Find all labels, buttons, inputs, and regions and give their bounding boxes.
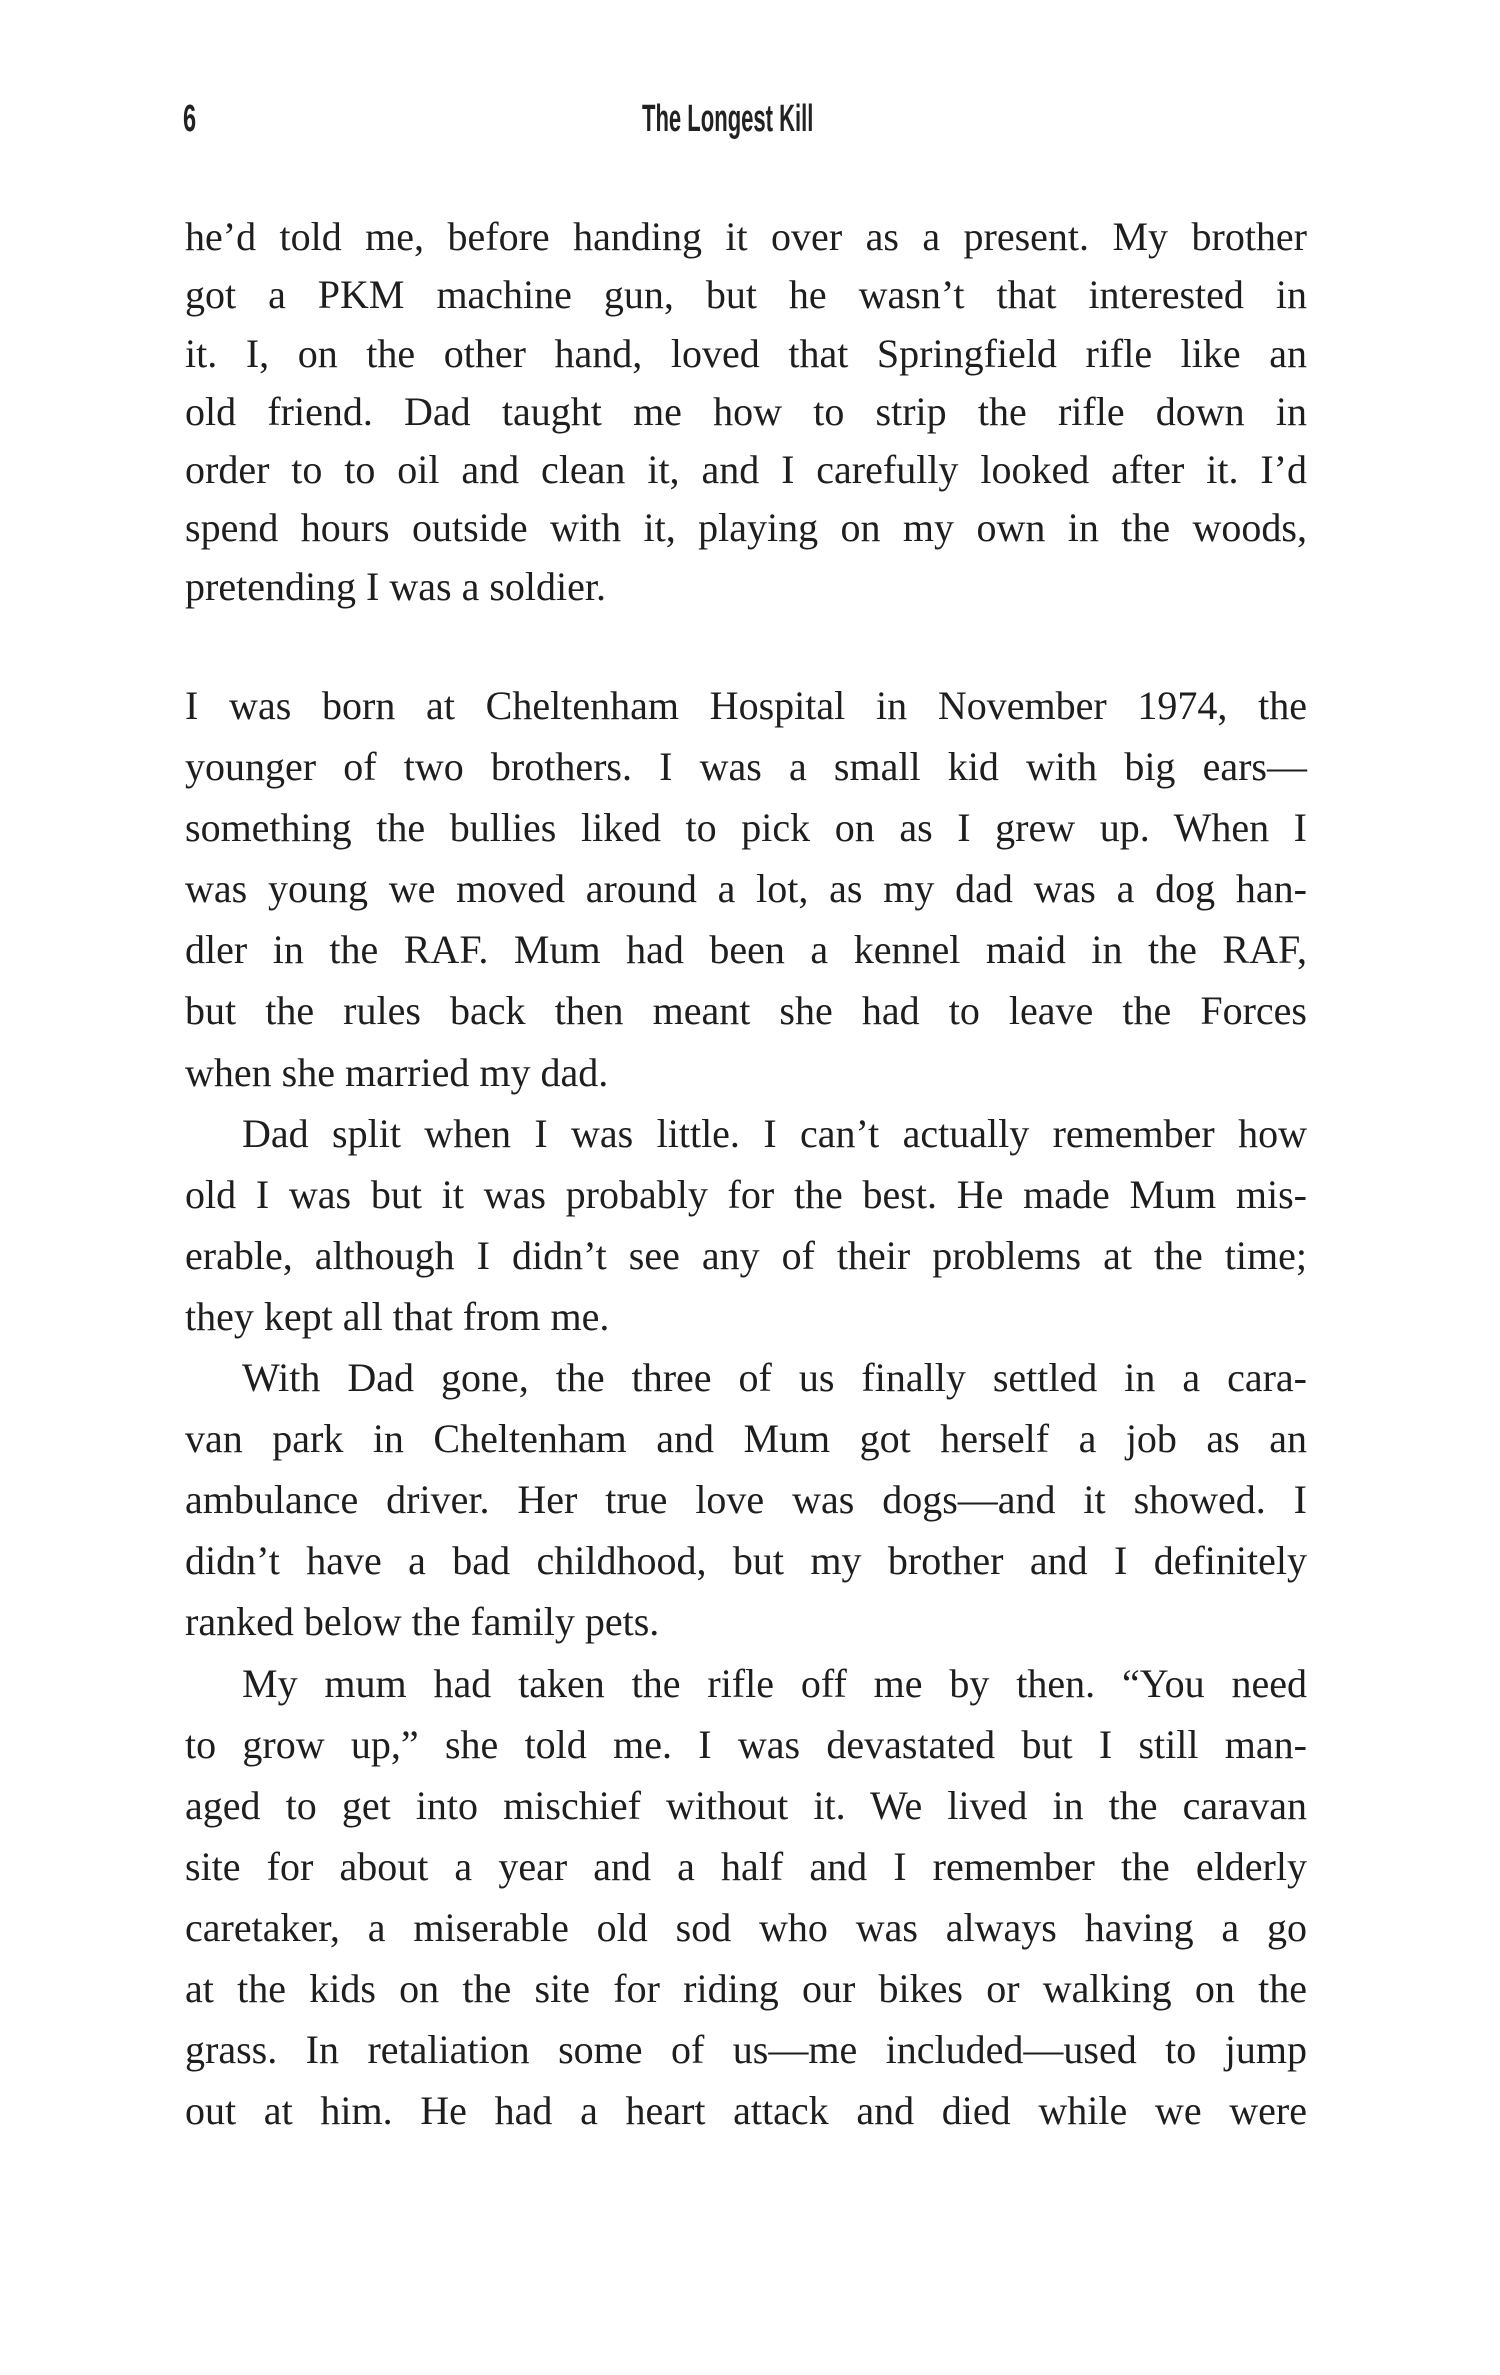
text-line: at the kids on the site for riding our bikes or walking on the <box>185 1965 1307 2011</box>
text-line: order to to oil and clean it, and I carefully looked after it. I’d <box>185 447 1307 493</box>
text-line: to grow up,” she told me. I was devastated but I still man- <box>185 1721 1307 1767</box>
text-line: grass. In retaliation some of us—me included—used to jump <box>185 2027 1307 2073</box>
text-line: they kept all that from me. <box>185 1293 610 1339</box>
paragraph <box>185 675 1307 1103</box>
running-title: The Longest Kill <box>642 98 814 140</box>
text-line: My mum had taken the rifle off me by then. “You need <box>242 1660 1307 1706</box>
text-line: With Dad gone, the three of us finally settled in a cara- <box>242 1355 1307 1401</box>
text-line: old friend. Dad taught me how to strip the rifle down in <box>185 388 1307 434</box>
paragraph <box>185 1103 1307 1347</box>
text-line: but the rules back then meant she had to leave the Forces <box>185 988 1307 1034</box>
text-line: younger of two brothers. I was a small kid with big ears— <box>185 744 1307 790</box>
text-line: didn’t have a bad childhood, but my brother and I definitely <box>185 1538 1307 1584</box>
text-line: site for about a year and a half and I remember the elderly <box>185 1843 1307 1889</box>
paragraph <box>185 208 1307 616</box>
paragraph <box>185 1653 1307 2142</box>
text-line: old I was but it was probably for the best. He made Mum mis- <box>185 1171 1307 1217</box>
text-line: pretending I was a soldier. <box>185 563 606 609</box>
text-line: aged to get into mischief without it. We lived in the caravan <box>185 1782 1307 1828</box>
text-line: erable, although I didn’t see any of their problems at the time; <box>185 1232 1307 1278</box>
text-line: van park in Cheltenham and Mum got herself a job as an <box>185 1416 1307 1462</box>
page-number: 6 <box>183 98 197 140</box>
text-line: something the bullies liked to pick on as I grew up. When I <box>185 805 1307 851</box>
section-2-text <box>185 675 1307 2141</box>
text-line: it. I, on the other hand, loved that Springfield rifle like an <box>185 330 1307 376</box>
text-line: when she married my dad. <box>185 1049 609 1095</box>
text-line: ranked below the family pets. <box>185 1599 660 1645</box>
text-line: got a PKM machine gun, but he wasn’t that interested in <box>185 272 1307 318</box>
text-line: out at him. He had a heart attack and died while we were <box>185 2088 1307 2134</box>
text-line: caretaker, a miserable old sod who was always having a go <box>185 1904 1307 1950</box>
text-line: ambulance driver. Her true love was dogs—and it showed. I <box>185 1477 1307 1523</box>
text-line: was young we moved around a lot, as my dad was a dog han- <box>185 866 1307 912</box>
paragraph <box>185 1347 1307 1652</box>
text-line: spend hours outside with it, playing on my own in the woods, <box>185 505 1307 551</box>
text-line: I was born at Cheltenham Hospital in November 1974, the <box>185 683 1307 728</box>
text-line: Dad split when I was little. I can’t actually remember how <box>242 1110 1307 1156</box>
text-line: dler in the RAF. Mum had been a kennel maid in the RAF, <box>185 927 1307 973</box>
section-1-text <box>185 208 1307 616</box>
text-line: he’d told me, before handing it over as a present. My brother <box>185 214 1307 259</box>
